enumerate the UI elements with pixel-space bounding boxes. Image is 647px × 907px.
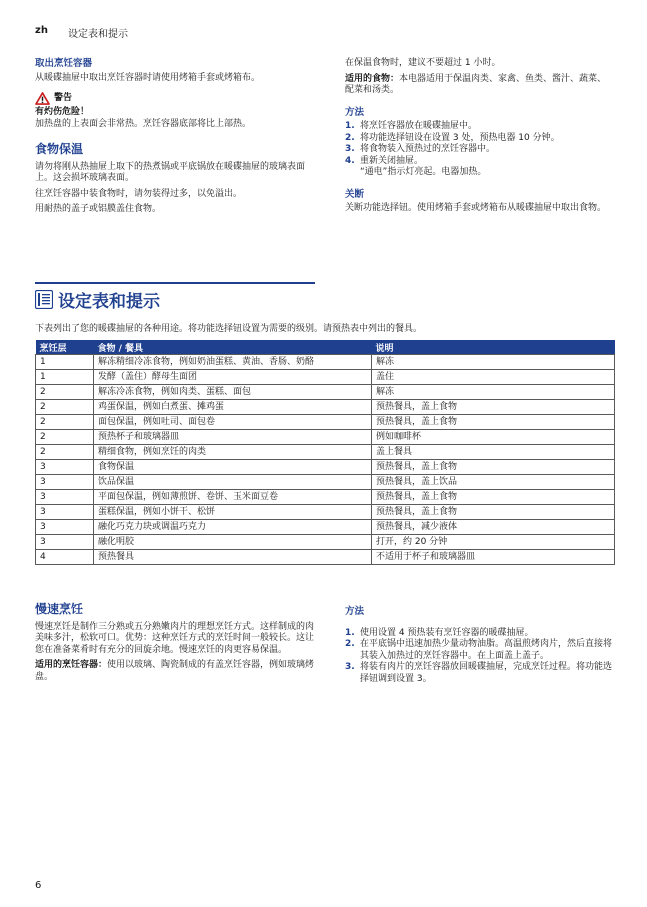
off-heading: 关断 [345,188,365,200]
warning-text: 加热盘的上表面会非常热。烹饪容器底部将比上部热。 [35,118,252,129]
food-warm-paragraph-3: 用耐热的盖子或铝膜盖住食物。 [35,204,162,214]
remove-container-heading: 取出烹饪容器 [35,58,93,69]
table-row: 1 发酵（盖住）酵母生面团 盖住 [36,370,615,385]
list-item: 1. 将烹饪容器放在暖碟抽屉中。 [345,121,478,131]
slow-cook-column [35,604,315,687]
list-item: 1. 使用设置 4 预热装有烹饪容器的暖碟抽屉。 [345,627,534,638]
table-row: 2 面包保温，例如吐司、面包卷 预热餐具，盖上食物 [36,415,615,430]
method-steps [345,121,615,179]
suitable-food-label: 适用的食物： [345,73,400,84]
table-row: 3 饮品保温 预热餐具，盖上饮品 [36,475,615,490]
table-row: 3 蛋糕保温，例如小饼干、松饼 预热餐具，盖上食物 [36,505,615,520]
warning-heading [35,92,320,105]
warm-time-text: 在保温食物时，建议不要超过 1 小时。 [345,58,501,68]
table-row: 2 精细食物，例如烹饪的肉类 盖上餐具 [36,445,615,460]
list-item: 2. 将功能选择钮设在设置 3 处，预热电器 10 分钟。 [345,132,560,143]
suitable-food-text [345,74,615,97]
list-item: 2. 在平底锅中迅速加热少量动物油脂。高温煎烤肉片，然后直接将其装入加热过的烹饪容器中。在上面盖上盖子。 [345,639,613,661]
list-item: 3. 将装有肉片的烹饪容器放回暖碟抽屉，完成烹饪过程。将功能选择钮调到设置 3。 [345,662,613,684]
food-warm-paragraph-2: 往烹饪容器中装食物时，请勿装得过多，以免溢出。 [35,188,243,199]
slow-method-heading: 方法 [345,606,365,617]
column-header-level: 烹饪层 [36,340,94,355]
suitable-food-body: 本电器适用于保温肉类、家禽、鱼类、酱汁、蔬菜、配菜和汤类。 [345,73,607,95]
warning-label: 警告 [54,92,73,103]
warning-triangle-icon [35,92,50,105]
column-header-note: 说明 [372,340,615,355]
page-title: 设定表和提示 [58,292,160,312]
right-top-column [345,58,615,219]
slow-method-steps [345,628,615,686]
table-row: 1 解冻精细冷冻食物，例如奶油蛋糕、黄油、香肠、奶酪 解冻 [36,355,615,370]
settings-table [35,340,615,565]
manual-book-icon [35,290,53,309]
table-row: 2 鸡蛋保温，例如白煮蛋、摊鸡蛋 预热餐具，盖上食物 [36,400,615,415]
list-item: 3. 将食物装入预热过的烹饪容器中。 [345,144,496,154]
left-top-column [35,58,320,220]
section-rule [35,282,315,284]
table-row: 2 预热杯子和玻璃器皿 例如咖啡杯 [36,430,615,445]
food-warm-paragraph-1: 请勿将刚从热抽屉上取下的热煮锅或平底锅放在暖碟抽屉的玻璃表面上。这会损坏玻璃表面。 [35,161,306,183]
language-code: zh [35,25,48,36]
table-row: 3 融化巧克力块或调温巧克力 预热餐具，减少液体 [36,520,615,535]
slow-cook-suitable-body: 使用以玻璃、陶瓷制成的有盖烹饪容器，例如玻璃烤盘。 [35,660,315,682]
slow-cook-suitable [35,660,315,683]
section-heading [35,287,160,312]
slow-cook-method-column [345,606,615,685]
table-row: 3 融化明胶 打开，约 20 分钟 [36,535,615,550]
off-text: 关断功能选择钮。使用烤箱手套或烤箱布从暖碟抽屉中取出食物。 [345,203,607,213]
list-item: 4. 重新关闭抽屉。 “通电”指示灯亮起。电器加热。 [345,155,487,177]
page-header [35,25,128,40]
warning-title: 有灼伤危险！ [35,107,90,117]
step4-note: “通电”指示灯亮起。电器加热。 [360,167,487,177]
table-row: 3 平面包保温，例如薄煎饼、卷饼、玉米面豆卷 预热餐具，盖上食物 [36,490,615,505]
column-header-food: 食物 / 餐具 [94,340,372,355]
slow-cook-suitable-label: 适用的烹饪容器： [35,660,108,670]
page-number: 6 [35,880,42,891]
table-row: 4 预热餐具 不适用于杯子和玻璃器皿 [36,550,615,565]
slow-cook-heading: 慢速烹饪 [35,602,84,616]
food-warm-heading: 食物保温 [35,142,84,156]
header-title: 设定表和提示 [68,29,128,40]
slow-cook-text: 慢速烹饪是制作三分熟或五分熟嫩肉片的理想烹饪方式。这样制成的肉美味多汁，松软可口。优势：这种烹饪方式的烹饪时间一般较长。这让您在准备菜肴时有充分的回旋余地。慢速烹饪的肉更容易保温。 [35,621,315,655]
table-intro: 下表列出了您的暖碟抽屉的各种用途。将功能选择钮设置为需要的级别。请预热表中列出的餐具。 [35,324,423,334]
table-row: 2 解冻冷冻食物，例如肉类、蛋糕、面包 解冻 [36,385,615,400]
table-header-row [36,340,615,355]
remove-container-text: 从暖碟抽屉中取出烹饪容器时请使用烤箱手套或烤箱布。 [35,72,261,83]
table-row: 3 食物保温 预热餐具，盖上食物 [36,460,615,475]
method-heading: 方法 [345,106,365,118]
